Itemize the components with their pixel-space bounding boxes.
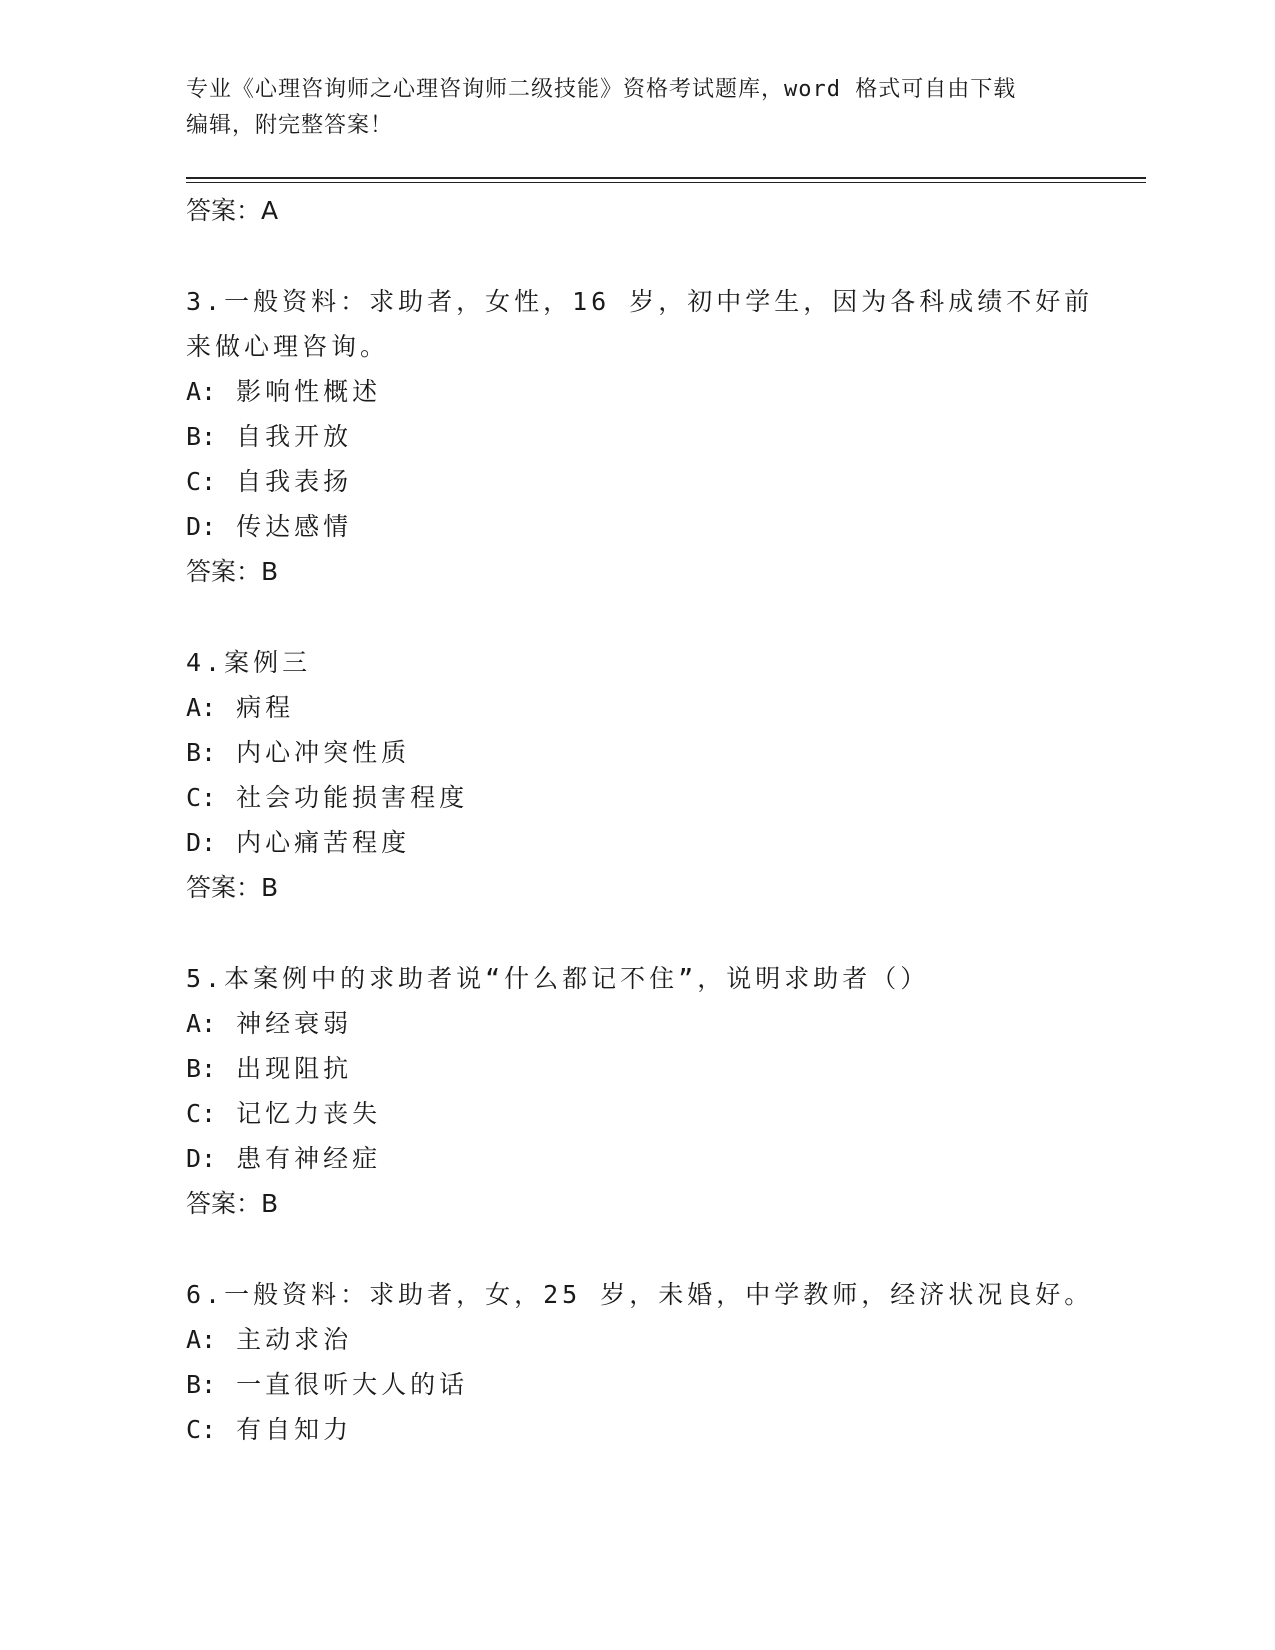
option-text: 自我开放 <box>236 422 353 451</box>
option-d <box>186 504 1146 549</box>
question-text: 来做心理咨询。 <box>186 332 390 361</box>
option-letter: B: <box>186 1054 217 1083</box>
option-d <box>186 820 1146 865</box>
answer-line: 答案：B <box>186 1189 279 1218</box>
question-text: 3.一般资料：求助者，女性，16 岁，初中学生，因为各科成绩不好前 <box>186 287 1094 316</box>
option-a <box>186 1317 1146 1362</box>
option-text: 病程 <box>236 693 295 722</box>
option-letter: B: <box>186 422 217 451</box>
answer-line: 答案：A <box>186 196 279 225</box>
option-letter: B: <box>186 1370 217 1399</box>
header-divider <box>186 177 1146 183</box>
option-d <box>186 1136 1146 1181</box>
option-letter: A: <box>186 1009 217 1038</box>
option-text: 主动求治 <box>236 1325 353 1354</box>
answer-line: 答案：B <box>186 873 279 902</box>
option-c <box>186 1407 1146 1452</box>
option-text: 出现阻抗 <box>236 1054 353 1083</box>
option-letter: D: <box>186 1144 217 1173</box>
option-letter: D: <box>186 828 217 857</box>
question-3 <box>186 279 1146 594</box>
option-b <box>186 1362 1146 1407</box>
option-text: 有自知力 <box>236 1415 353 1444</box>
option-b <box>186 414 1146 459</box>
option-text: 记忆力丧失 <box>236 1099 382 1128</box>
option-text: 内心痛苦程度 <box>236 828 411 857</box>
document-header <box>186 72 1066 144</box>
option-a <box>186 685 1146 730</box>
option-c <box>186 1091 1146 1136</box>
option-b <box>186 730 1146 775</box>
header-line-2: 编辑，附完整答案！ <box>186 113 394 138</box>
option-letter: B: <box>186 738 217 767</box>
question-text: 6.一般资料：求助者，女，25 岁，未婚，中学教师，经济状况良好。 <box>186 1280 1094 1309</box>
option-text: 患有神经症 <box>236 1144 382 1173</box>
option-a <box>186 369 1146 414</box>
option-letter: C: <box>186 467 217 496</box>
question-4 <box>186 640 1146 910</box>
option-a <box>186 1001 1146 1046</box>
option-letter: C: <box>186 1099 217 1128</box>
option-text: 一直很听大人的话 <box>236 1370 469 1399</box>
option-letter: C: <box>186 1415 217 1444</box>
option-text: 社会功能损害程度 <box>236 783 469 812</box>
option-letter: A: <box>186 377 217 406</box>
option-letter: C: <box>186 783 217 812</box>
option-text: 自我表扬 <box>236 467 353 496</box>
option-text: 影响性概述 <box>236 377 382 406</box>
question-6 <box>186 1272 1146 1452</box>
header-line-1: 专业《心理咨询师之心理咨询师二级技能》资格考试题库，word 格式可自由下载 <box>186 77 1017 102</box>
option-letter: A: <box>186 693 217 722</box>
option-c <box>186 775 1146 820</box>
question-5 <box>186 956 1146 1226</box>
option-text: 神经衰弱 <box>236 1009 353 1038</box>
option-letter: A: <box>186 1325 217 1354</box>
option-letter: D: <box>186 512 217 541</box>
option-text: 内心冲突性质 <box>236 738 411 767</box>
question-list <box>186 188 1146 1452</box>
question-text: 5.本案例中的求助者说“什么都记不住”，说明求助者（） <box>186 964 930 993</box>
option-c <box>186 459 1146 504</box>
option-text: 传达感情 <box>236 512 353 541</box>
option-b <box>186 1046 1146 1091</box>
question-text: 4.案例三 <box>186 648 312 677</box>
document-page <box>186 0 1146 1650</box>
answer-line: 答案：B <box>186 557 279 586</box>
